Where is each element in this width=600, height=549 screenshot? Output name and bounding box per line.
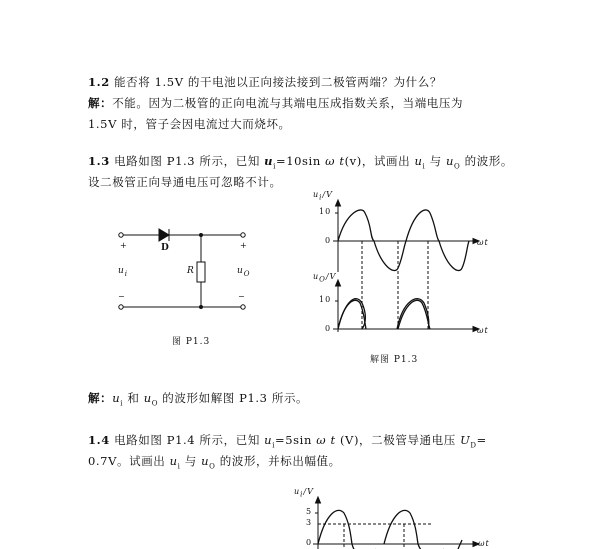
w14-axis-sub: i	[300, 490, 304, 499]
p14-var-ui-2: u	[169, 454, 178, 468]
circuit-ui-var: u	[118, 266, 125, 276]
uo-axis-var: u	[313, 272, 320, 281]
p14-ud-sub: D	[470, 441, 477, 450]
circuit-plus-out: +	[240, 241, 248, 250]
ui-axis-var: u	[313, 190, 320, 199]
p14-omega-t: ω t	[316, 433, 336, 447]
p14-q-e: 的波形，并标出幅值。	[215, 454, 341, 468]
uo-tick-0-label: 0	[325, 324, 332, 333]
terminal-out-bottom	[241, 305, 245, 309]
p14-question-line1	[88, 432, 528, 449]
ui-axis-sub: i	[319, 193, 323, 202]
p13-q-b: =10sin	[275, 154, 326, 168]
uo-wt-label: ωt	[477, 326, 489, 335]
uo-axis-label	[313, 272, 336, 284]
p12-number: 1.2	[88, 75, 110, 89]
terminal-in-bottom	[119, 305, 123, 309]
p14-q-c: (V)，二极管导通电压	[335, 433, 461, 447]
diode-triangle	[159, 229, 169, 241]
circuit-diode-label: D	[161, 243, 170, 253]
p13-ans-ui-sub: i	[120, 399, 124, 408]
p13-answer-label: 解：	[88, 391, 113, 405]
p13-q-line2: 设二极管正向导通电压可忽略不计。	[88, 175, 282, 189]
node-bottom	[199, 305, 203, 309]
p12-question-text: 能否将 1.5V 的干电池以正向接法接到二极管两端？为什么？	[114, 75, 442, 89]
circuit-plus-in: +	[120, 241, 128, 250]
w14-y-arrow	[316, 497, 321, 503]
ui-tick-10-label: 10	[319, 207, 332, 216]
terminal-out-top	[241, 233, 245, 237]
w14-wt-label: ωt	[478, 539, 490, 548]
w14-tick-0-label: 0	[306, 538, 313, 547]
circuit-ui-label	[118, 266, 128, 278]
circuit-caption: 图 P1.3	[172, 337, 211, 347]
ui-tick-0-label: 0	[325, 236, 332, 245]
p13-ans-ui: u	[112, 391, 121, 405]
uo-tick-10-label: 10	[319, 295, 332, 304]
ui-axis-label	[313, 190, 333, 202]
p13-q-a: 电路如图 P1.3 所示，已知	[114, 154, 265, 168]
p14-sub-i: i	[272, 441, 276, 450]
p13-q-d: 与	[425, 154, 446, 168]
resistor	[197, 262, 205, 282]
ui-axis-unit: /V	[322, 190, 333, 199]
p13-ans-uo: u	[143, 391, 152, 405]
p14-var-uo: u	[201, 454, 210, 468]
p13-sub-i-2: i	[422, 162, 426, 171]
p13-q-c: (v)，试画出	[344, 154, 415, 168]
waves13-caption: 解图 P1.3	[370, 355, 419, 365]
uo-hump-1	[338, 300, 366, 329]
w14-axis-unit: /V	[303, 487, 314, 496]
w14-axis-label	[294, 487, 314, 499]
ui-y-arrow	[336, 200, 341, 206]
w14-sine-wave	[318, 510, 444, 549]
p12-answer-text2: 1.5V 时，管子会因电流过大而烧坏。	[88, 117, 291, 131]
p13-var-uo: u	[446, 154, 455, 168]
p14-question-line2	[88, 453, 528, 470]
p13-sub-o: O	[454, 162, 461, 171]
circuit-ui-sub: i	[124, 269, 129, 278]
uo-half-wave	[338, 299, 429, 329]
ui-sine-wave	[338, 210, 469, 271]
p14-sub-o: O	[209, 462, 216, 471]
w14-axis-var: u	[294, 487, 301, 496]
uo-axis-unit: /V	[325, 272, 337, 281]
circuit-uo-label	[237, 266, 251, 278]
circuit-uo-sub: O	[243, 269, 251, 278]
p14-ud: U	[460, 433, 471, 447]
p13-ans-uo-sub: O	[151, 399, 159, 408]
p14-q-b: =5sin	[275, 433, 317, 447]
p14-q-a: 电路如图 P1.4 所示，已知	[114, 433, 265, 447]
p13-number: 1.3	[88, 154, 110, 168]
p13-answer-b: 的波形如解图 P1.3 所示。	[158, 391, 309, 405]
p13-var-ui: u	[264, 154, 274, 168]
p13-omega-t: ω t	[325, 154, 345, 168]
w14-tick-3-label: 3	[306, 518, 313, 527]
p14-q-d: 与	[180, 454, 202, 468]
p13-var-ui-2: u	[414, 154, 423, 168]
p13-q-e: 的波形。	[460, 154, 514, 168]
ui-wt-label: ωt	[477, 238, 489, 247]
p13-answer	[88, 390, 528, 407]
p14-var-ui: u	[264, 433, 273, 447]
p14-q-line2: 0.7V。试画出	[88, 454, 170, 468]
p14-eq: =	[476, 433, 487, 447]
p14-number: 1.4	[88, 433, 110, 447]
circuit-uo-var: u	[237, 266, 244, 276]
w14-tick-5-label: 5	[306, 507, 313, 516]
uo-axis-sub: O	[319, 275, 326, 284]
p13-answer-a: 和	[123, 391, 144, 405]
circuit-minus-out: −	[238, 292, 246, 301]
terminal-in-top	[119, 233, 123, 237]
p12-answer-label: 解：	[88, 96, 113, 110]
circuit-minus-in: −	[118, 292, 126, 301]
node-top	[199, 233, 203, 237]
p12-answer-text1: 不能。因为二极管的正向电流与其端电压成指数关系，当端电压为	[112, 96, 464, 110]
circuit-resistor-label: R	[187, 266, 195, 276]
p14-sub-i-2: i	[177, 462, 181, 471]
p13-sub-i: i	[273, 162, 276, 171]
